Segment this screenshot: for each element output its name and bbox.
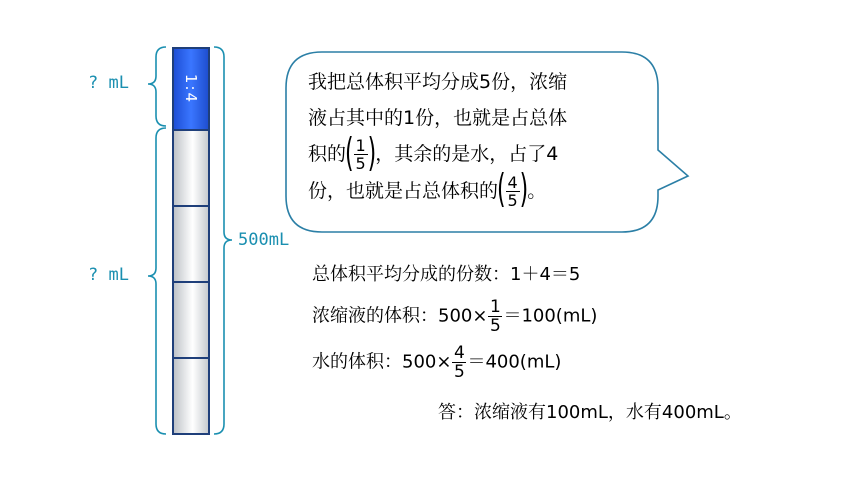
solution-line-3: 水的体积：500× $\frac{4}{5}$ ＝400(mL) [312,343,562,382]
water-segment [174,357,208,433]
bubble-line-4-start: 份，也就是占总体积的 [308,179,499,202]
bubble-line-4-end: 。 [527,179,547,202]
solution-line-1: 总体积平均分成的份数：1＋4＝5 [312,264,581,285]
total-volume-label: 500mL [238,230,290,250]
ratio-text: 1:4 [182,73,200,105]
left-bottom-brace [148,128,166,434]
bubble-line-3-end: ，其余的是水，占了4 [375,143,559,165]
bubble-text [308,64,648,213]
fraction-one-fifth-calc: $\frac{1}{5}$ [490,297,501,336]
concentrate-segment [174,49,208,129]
fraction-four-fifths: $\frac{4}{5}$ [507,172,518,210]
bottom-volume-label: ? mL [88,265,129,285]
measuring-tube [172,47,210,435]
fraction-one-fifth: $\frac{1}{5}$ [355,136,366,173]
bubble-line-1: 我把总体积平均分成5份，浓缩 [308,71,568,93]
water-segment [174,129,208,205]
top-volume-label: ? mL [88,73,129,93]
water-segment [174,281,208,357]
bubble-line-3-start: 积的 [308,143,347,165]
water-segment [174,205,208,281]
answer-line: 答：浓缩液有100mL，水有400mL。 [438,402,742,423]
fraction-four-fifths-calc: $\frac{4}{5}$ [454,343,465,382]
right-total-brace [214,47,232,434]
solution-line-2: 浓缩液的体积：500× $\frac{1}{5}$ ＝100(mL) [312,297,598,336]
bubble-line-4: 份，也就是占总体积的( $\frac{4}{5}$ )。 [308,167,547,213]
left-top-brace [148,47,166,126]
bubble-line-3: 积的( $\frac{1}{5}$ )，其余的是水，占了4 [308,131,559,177]
bubble-line-2: 液占其中的1份，也就是占总体 [308,107,568,129]
